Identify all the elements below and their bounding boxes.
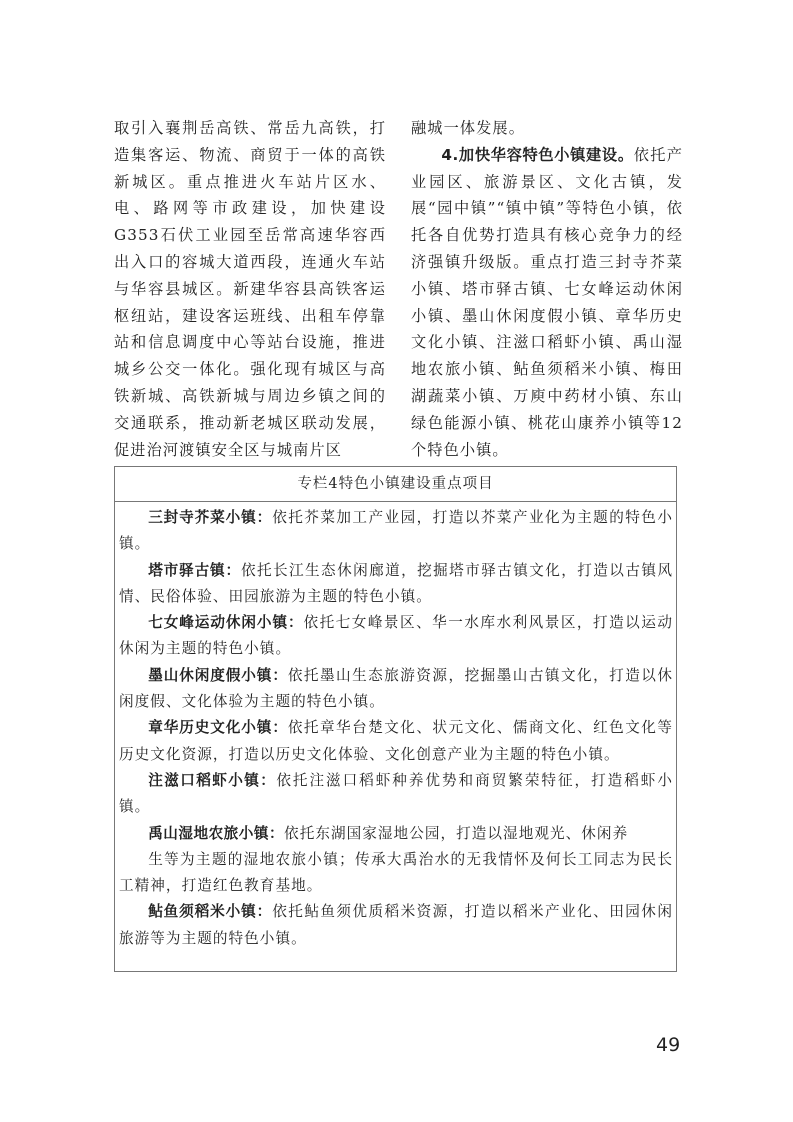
section-heading: 4.加快华容特色小镇建设。: [441, 145, 634, 164]
box-item-text: 依托长江生态休闲廊道，挖掘塔市驿古镇文化，打造以古镇风情、民俗体验、田园旅游为主题的特色小镇。: [119, 561, 673, 605]
box-item: [119, 558, 673, 611]
page-number: 49: [656, 1034, 681, 1056]
right-column: [411, 115, 683, 463]
box-item-name: 章华历史文化小镇：: [148, 719, 288, 737]
box-item-text: 依托注滋口稻虾种养优势和商贸繁荣特征，打造稻虾小镇。: [119, 771, 673, 816]
box-item-name: 三封寺芥菜小镇：: [148, 509, 273, 526]
box-item-name: 七女峰运动休闲小镇：: [148, 614, 304, 632]
box-item: [119, 505, 673, 558]
left-paragraph: 取引入襄荆岳高铁、常岳九高铁，打造集客运、物流、商贸于一体的高铁新城区。重点推进火车站片区水、电、路网等市政建设，加快建设G353石伏工业园至岳常高速华容西出入口的容城大道西段，连通火车站与华容县城区。新建华容县高铁客运枢纽站，建设客运班线、出租车停靠站和信息调度中心等站台设施，推进城乡公交一体化。强化现有城区与高铁新城、高铁新城与周边乡镇之间的交通联系，推动新老城区联动发展，促进治河渡镇安全区与城南片区: [114, 119, 386, 459]
box-item-name: 塔市驿古镇：: [148, 561, 241, 579]
box-item: [119, 899, 673, 952]
continuation-text: 融城一体发展。: [411, 119, 526, 137]
box-item-continuation: 生等为主题的湿地农旅小镇；传承大禹治水的无我情怀及何长工同志为民长工精神，打造红色教育基地。: [119, 850, 673, 895]
box-item-name: 注滋口稻虾小镇：: [148, 771, 277, 789]
feature-box: [114, 466, 677, 972]
box-item-text: 依托七女峰景区、华一水库水利风景区，打造以运动休闲为主题的特色小镇。: [119, 614, 673, 658]
section-paragraph: [411, 142, 683, 464]
box-item: [119, 821, 673, 847]
box-item-text: 依托芥菜加工产业园，打造以芥菜产业化为主题的特色小镇。: [119, 509, 673, 553]
section-body: 依托产业园区、旅游景区、文化古镇，发展“园中镇”“镇中镇”等特色小镇，依托各自优势打造具有核心竞争力的经济强镇升级版。重点打造三封寺芥菜小镇、塔市驿古镇、七女峰运动休闲小镇、墨山休闲度假小镇、章华历史文化小镇、注滋口稻虾小镇、禹山湿地农旅小镇、鲇鱼须稻米小镇、梅田湖蔬菜小镇、万庾中药材小镇、东山绿色能源小镇、桃花山康养小镇等12个特色小镇。: [411, 145, 683, 459]
box-item-name: 鲇鱼须稻米小镇：: [148, 903, 273, 921]
left-column: [114, 115, 386, 463]
box-item-text: 依托墨山生态旅游资源，挖掘墨山古镇文化，打造以休闲度假、文化体验为主题的特色小镇。: [119, 666, 673, 711]
box-item: [119, 768, 673, 821]
box-item-text: 依托章华台楚文化、状元文化、儒商文化、红色文化等历史文化资源，打造以历史文化体验、文化创意产业为主题的特色小镇。: [119, 719, 673, 763]
box-item-text: 依托东湖国家湿地公园，打造以湿地观光、休闲养: [284, 824, 629, 842]
box-title: 专栏4特色小镇建设重点项目: [115, 467, 676, 502]
box-item-text: 依托鲇鱼须优质稻米资源，打造以稻米产业化、田园休闲旅游等为主题的特色小镇。: [119, 903, 673, 947]
box-item: [119, 610, 673, 663]
box-item: [119, 663, 673, 716]
box-item-name: 墨山休闲度假小镇：: [148, 666, 288, 684]
box-item: [119, 715, 673, 768]
box-item-name: 禹山湿地农旅小镇：: [148, 824, 285, 842]
box-body: [115, 502, 676, 952]
